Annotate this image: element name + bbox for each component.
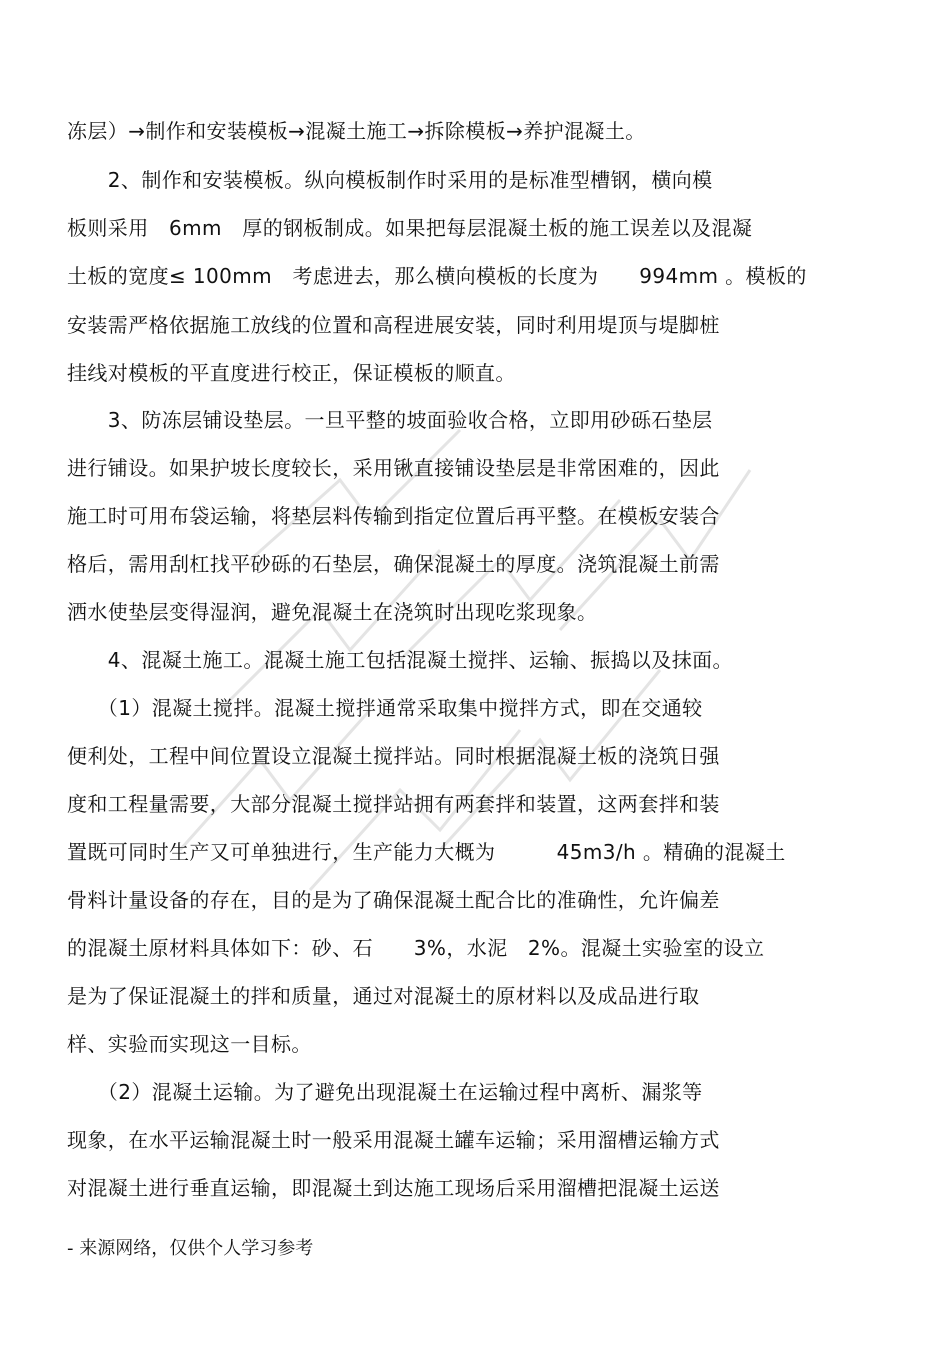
page-footer: - 来源网络，仅供个人学习参考 [67, 1238, 314, 1259]
text-line: 板则采用 6mm 厚的钢板制成。如果把每层混凝土板的施工误差以及混凝 [67, 216, 753, 240]
text-line: 格后，需用刮杠找平砂砾的石垫层，确保混凝土的厚度。浇筑混凝土前需 [67, 552, 720, 576]
text-line: （1）混凝土搅拌。混凝土搅拌通常采取集中搅拌方式，即在交通较 [67, 696, 703, 720]
text-line: 对混凝土进行垂直运输，即混凝土到达施工现场后采用溜槽把混凝土运送 [67, 1176, 720, 1200]
text-line: 挂线对模板的平直度进行校正，保证模板的顺直。 [67, 361, 516, 385]
text-line: 便利处，工程中间位置设立混凝土搅拌站。同时根据混凝土板的浇筑日强 [67, 744, 720, 768]
text-line: 3、防冻层铺设垫层。一旦平整的坡面验收合格，立即用砂砾石垫层 [67, 408, 713, 432]
text-line: 进行铺设。如果护坡长度较长，采用锹直接铺设垫层是非常困难的，因此 [67, 456, 720, 480]
text-line: 洒水使垫层变得湿润，避免混凝土在浇筑时出现吃浆现象。 [67, 600, 598, 624]
text-line: 冻层）→制作和安装模板→混凝土施工→拆除模板→养护混凝土。 [67, 119, 646, 143]
text-line: 样、实验而实现这一目标。 [67, 1032, 312, 1056]
text-line: （2）混凝土运输。为了避免出现混凝土在运输过程中离析、漏浆等 [67, 1080, 703, 1104]
text-line: 4、混凝土施工。混凝土施工包括混凝土搅拌、运输、振捣以及抹面。 [67, 648, 733, 672]
text-line: 安装需严格依据施工放线的位置和高程进展安装，同时利用堤顶与堤脚桩 [67, 313, 720, 337]
text-line: 土板的宽度≤ 100mm 考虑进去，那么横向模板的长度为 994mm 。模板的 [67, 264, 807, 288]
text-line: 2、制作和安装模板。纵向模板制作时采用的是标准型槽钢，横向模 [67, 168, 713, 192]
text-line: 置既可同时生产又可单独进行，生产能力大概为 45m3/h 。精确的混凝土 [67, 840, 786, 864]
text-line: 现象，在水平运输混凝土时一般采用混凝土罐车运输；采用溜槽运输方式 [67, 1128, 720, 1152]
text-line: 是为了保证混凝土的拌和质量，通过对混凝土的原材料以及成品进行取 [67, 984, 700, 1008]
text-line: 度和工程量需要，大部分混凝土搅拌站拥有两套拌和装置，这两套拌和装 [67, 792, 720, 816]
text-line: 施工时可用布袋运输，将垫层料传输到指定位置后再平整。在模板安装合 [67, 504, 720, 528]
text-line: 的混凝土原材料具体如下：砂、石 3%，水泥 2%。混凝土实验室的设立 [67, 936, 765, 960]
text-line: 骨料计量设备的存在，目的是为了确保混凝土配合比的准确性，允许偏差 [67, 888, 720, 912]
